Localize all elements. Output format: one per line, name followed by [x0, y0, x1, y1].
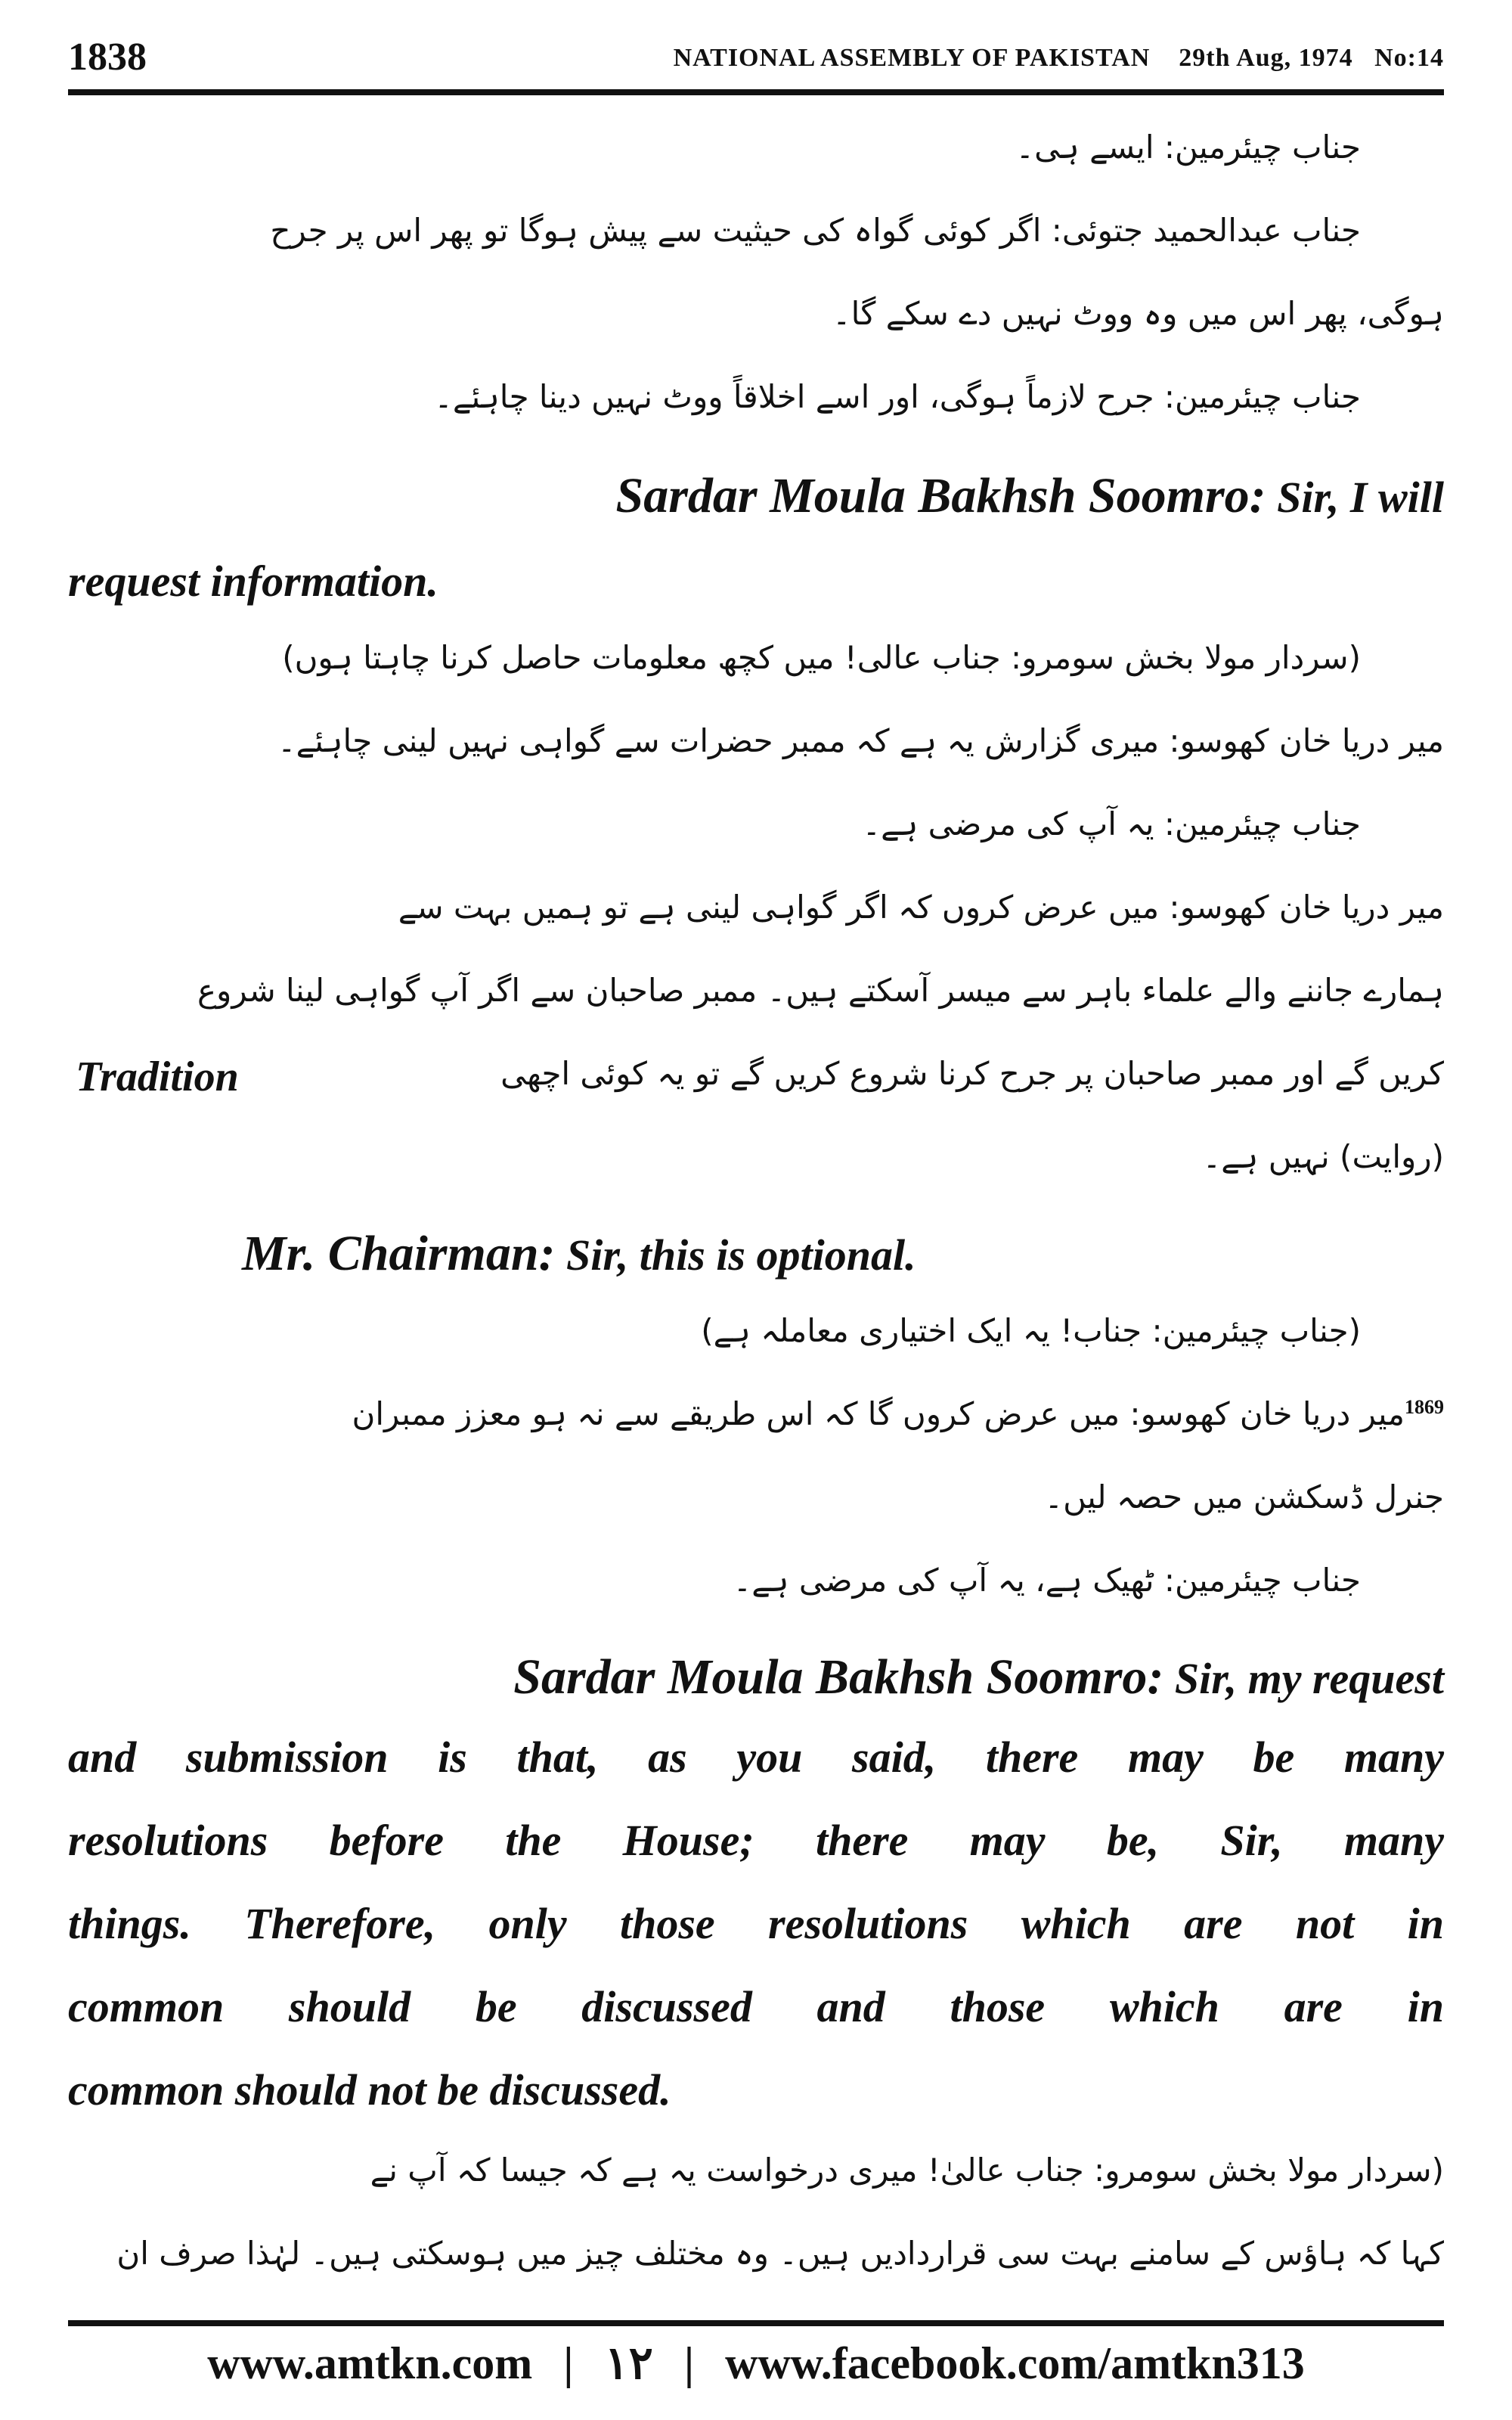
urdu-line-6: میر دریا خان کھوسو: میری گزارش یہ ہے کہ ممبر حضرات سے گواہی نہیں لینی چاہئے۔ — [277, 722, 1444, 759]
speaker-name: Sardar Moula Bakhsh Soomro: — [513, 1649, 1164, 1705]
footnote-marker: 1869 — [1405, 1396, 1444, 1418]
english-line-6: resolutions before the House; there may be, Sir, many — [68, 1816, 1444, 1865]
english-line-8: common should be discussed and those which are in — [68, 1982, 1444, 2031]
speaker-name: Sardar Moula Bakhsh Soomro: — [615, 468, 1266, 523]
urdu-line-10: کریں گے اور ممبر صاحبان پر جرح کرنا شروع کریں گے تو یہ کوئی اچھی — [500, 1055, 1444, 1092]
speech-text: Sir, this is optional. — [566, 1230, 916, 1280]
speech-text: Sir, my request — [1174, 1654, 1444, 1703]
header-title: NATIONAL ASSEMBLY OF PAKISTAN 29th Aug, 1974 No:14 — [673, 44, 1444, 72]
urdu-line-11: (روایت) نہیں ہے۔ — [1202, 1138, 1444, 1175]
urdu-line-8: میر دریا خان کھوسو: میں عرض کروں کہ اگر گواہی لینی ہے تو ہمیں بہت سے — [398, 889, 1444, 926]
header-rule — [68, 89, 1444, 95]
urdu-line-13 — [68, 1395, 1444, 1432]
tradition-word: Tradition — [76, 1053, 239, 1100]
english-line-5: and submission is that, as you said, there may be many — [68, 1733, 1444, 1782]
urdu-line-2: جناب عبدالحمید جتوئی: اگر کوئی گواہ کی حیثیت سے پیش ہوگا تو پھر اس پر جرح — [270, 212, 1361, 249]
english-line-3 — [68, 1225, 1444, 1283]
english-line-4 — [68, 1649, 1444, 1706]
english-line-1 — [68, 467, 1444, 525]
urdu-line-5: (سردار مولا بخش سومرو: جناب عالی! میں کچھ معلومات حاصل کرنا چاہتا ہوں) — [282, 639, 1361, 676]
urdu-line-13-text: میر دریا خان کھوسو: میں عرض کروں گا کہ اس طریقے سے نہ ہو معزز ممبران — [352, 1395, 1405, 1432]
urdu-line-3: ہوگی، پھر اس میں وہ ووٹ نہیں دے سکے گا۔ — [832, 295, 1444, 332]
urdu-line-7: جناب چیئرمین: یہ آپ کی مرضی ہے۔ — [862, 805, 1361, 842]
speaker-name: Mr. Chairman: — [242, 1226, 556, 1281]
page-footer — [68, 2337, 1444, 2390]
urdu-line-14: جنرل ڈسکشن میں حصہ لیں۔ — [1044, 1478, 1444, 1516]
english-line-2: request information. — [68, 557, 438, 606]
page-header — [68, 30, 1444, 83]
website-link[interactable]: www.amtkn.com — [207, 2338, 533, 2388]
page-number: 1838 — [68, 36, 147, 79]
english-line-9: common should not be discussed. — [68, 2065, 671, 2114]
footer-separator: | — [563, 2338, 574, 2388]
urdu-line-9: ہمارے جاننے والے علماء باہر سے میسر آسکتے ہیں۔ ممبر صاحبان سے اگر آپ گواہی لینا شروع — [197, 972, 1444, 1009]
urdu-line-16: (سردار مولا بخش سومرو: جناب عالیٰ! میری درخواست یہ ہے کہ جیسا کہ آپ نے — [370, 2152, 1444, 2189]
urdu-line-1: جناب چیئرمین: ایسے ہی۔ — [1015, 129, 1361, 166]
urdu-line-15: جناب چیئرمین: ٹھیک ہے، یہ آپ کی مرضی ہے۔ — [733, 1562, 1361, 1599]
facebook-link[interactable]: www.facebook.com/amtkn313 — [725, 2338, 1305, 2388]
urdu-line-4: جناب چیئرمین: جرح لازماً ہوگی، اور اسے اخلاقاً ووٹ نہیں دینا چاہئے۔ — [434, 378, 1361, 415]
speech-text: Sir, I will — [1277, 473, 1444, 522]
urdu-line-12: (جناب چیئرمین: جناب! یہ ایک اختیاری معاملہ ہے) — [701, 1312, 1361, 1349]
english-line-7: things. Therefore, only those resolutions which are not in — [68, 1899, 1444, 1948]
footer-rule — [68, 2320, 1444, 2326]
footer-separator: | — [683, 2338, 695, 2388]
footer-page-number: ۱۲ — [604, 2338, 653, 2388]
urdu-line-17: کہا کہ ہاؤس کے سامنے بہت سی قراردادیں ہیں۔ وہ مختلف چیز میں ہوسکتی ہیں۔ لہٰذا صرف ان — [116, 2235, 1444, 2272]
